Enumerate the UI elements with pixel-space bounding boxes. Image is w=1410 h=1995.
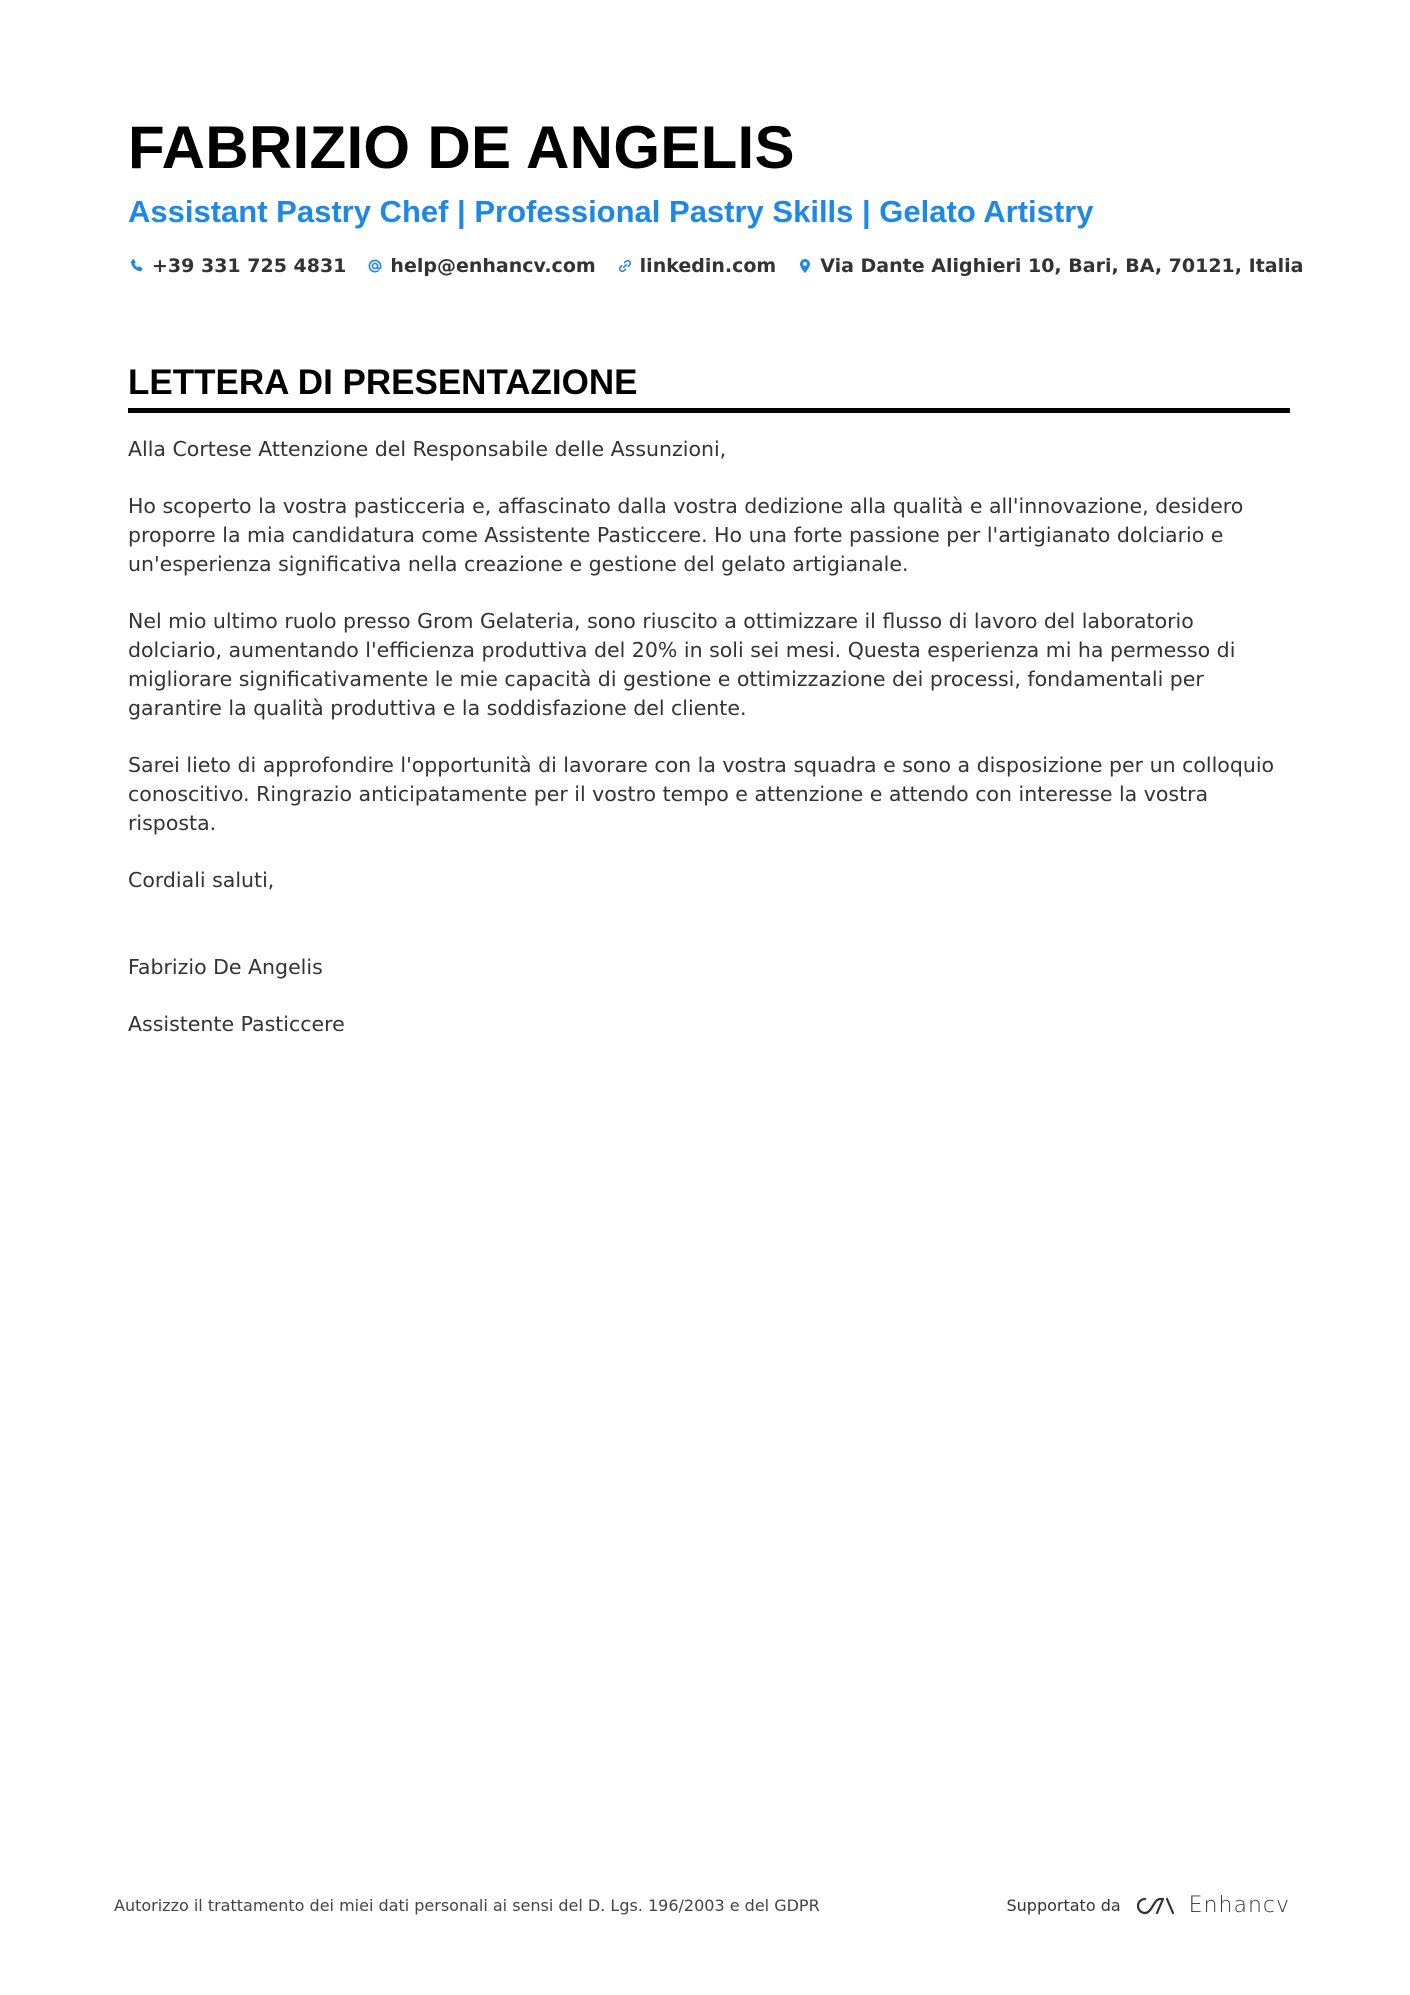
letter-paragraph-3: Sarei lieto di approfondire l'opportunità di lavorare con la vostra squadra e sono a disposizione per un colloquio conoscitivo. Ringrazio anticipatamente per il vostro tempo e attenzione e attendo con interesse la vostra risposta. <box>128 753 1275 835</box>
location-pin-icon <box>796 257 814 275</box>
at-icon <box>366 257 384 275</box>
contact-address-text: Via Dante Alighieri 10, Bari, BA, 70121, Italia <box>820 255 1304 277</box>
contact-address <box>796 252 1303 280</box>
enhancv-logo[interactable] <box>1133 1893 1290 1918</box>
contact-linkedin[interactable] <box>616 252 777 280</box>
letter-greeting: Alla Cortese Attenzione del Responsabile delle Assunzioni, <box>128 437 727 461</box>
footer <box>114 1893 1290 1918</box>
contact-row <box>128 252 1304 280</box>
letter-body <box>128 435 1290 1039</box>
cover-letter-section <box>128 360 1290 1067</box>
enhancv-brand: Enhancv <box>1188 1893 1290 1918</box>
powered-label: Supportato da <box>1006 1896 1121 1915</box>
contact-phone-text: +39 331 725 4831 <box>152 255 347 277</box>
contact-phone <box>128 252 346 280</box>
consent-text: Autorizzo il trattamento dei miei dati personali ai sensi del D. Lgs. 196/2003 e del GDPR <box>114 1896 820 1915</box>
letter-paragraph-2: Nel mio ultimo ruolo presso Grom Gelateria, sono riuscito a ottimizzare il flusso di lavoro del laboratorio dolciario, aumentando l'efficienza produttiva del 20% in soli sei mesi. Questa esperienza mi ha permesso di migliorare significativamente le mie capacità di gestione e ottimizzazione dei processi, fondamentali per garantire la qualità produttiva e la soddisfazione del cliente. <box>128 609 1236 720</box>
enhancv-logo-icon <box>1133 1894 1179 1918</box>
letter-closing: Cordiali saluti, <box>128 868 275 892</box>
letter-paragraph-1: Ho scoperto la vostra pasticceria e, affascinato dalla vostra dedizione alla qualità e all'innovazione, desidero proporre la mia candidatura come Assistente Pasticcere. Ho una forte passione per l'artigianato dolciario e un'esperienza significativa nella creazione e gestione del gelato artigianale. <box>128 494 1244 576</box>
phone-icon <box>128 257 146 275</box>
signature-role: Assistente Pasticcere <box>128 1012 345 1036</box>
link-icon <box>616 257 634 275</box>
contact-email-text[interactable]: help@enhancv.com <box>390 255 596 277</box>
contact-email[interactable] <box>366 252 595 280</box>
signature-name: Fabrizio De Angelis <box>128 955 323 979</box>
header <box>128 108 1304 280</box>
section-title: LETTERA DI PRESENTAZIONE <box>128 360 1290 413</box>
candidate-name: FABRIZIO DE ANGELIS <box>128 114 795 181</box>
powered-by[interactable] <box>1007 1893 1291 1918</box>
contact-linkedin-text[interactable]: linkedin.com <box>639 255 777 277</box>
candidate-title: Assistant Pastry Chef | Professional Pastry Skills | Gelato Artistry <box>128 194 1094 229</box>
